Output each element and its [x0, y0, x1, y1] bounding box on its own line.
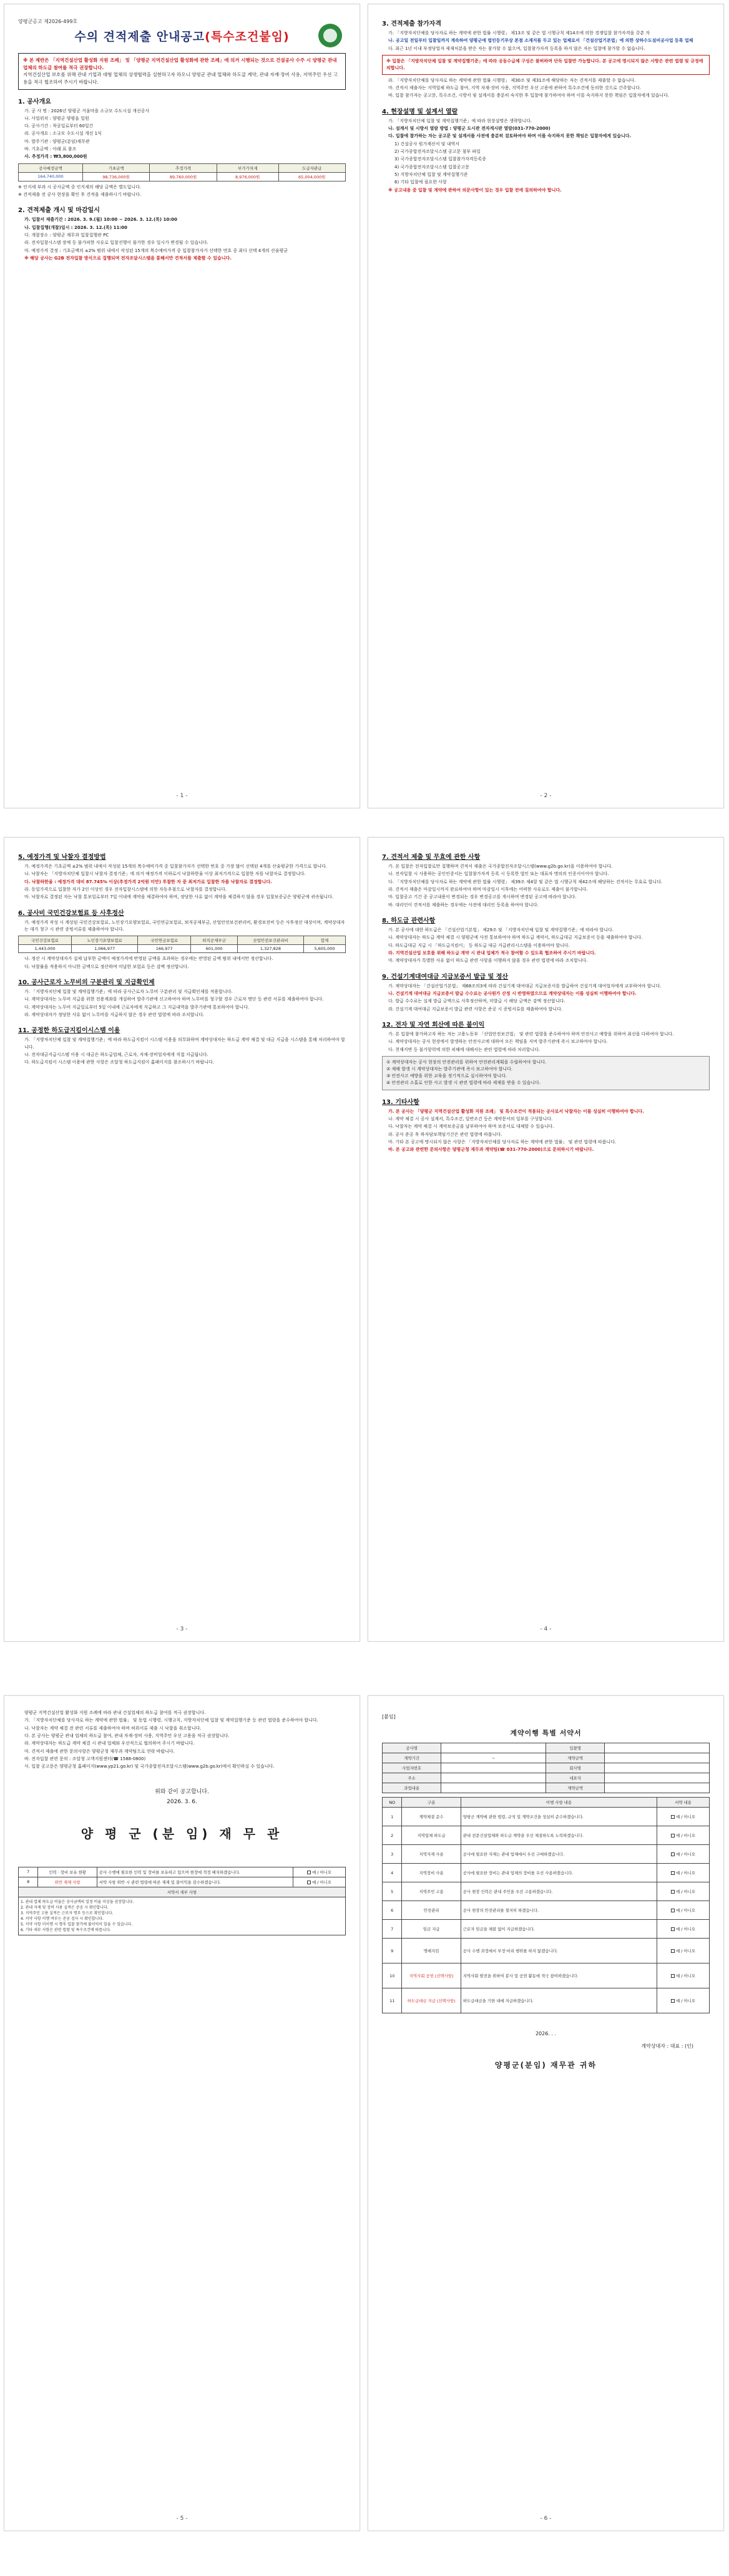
table-row	[383, 1743, 710, 1753]
page-number: - 5 -	[176, 2515, 188, 2522]
field-label: 계약금액	[546, 1753, 604, 1763]
table-row	[383, 1808, 710, 1826]
signoff: 양 평 군 (분 임) 재 무 관	[81, 1826, 283, 1841]
field-label: 입찰명	[546, 1743, 604, 1753]
table-header: 추정가격	[150, 163, 217, 172]
section-10-title: 10. 공사근로자 노무비의 구분관리 및 지급확인제	[18, 979, 155, 986]
s5-item: 가. 예정가격은 기초금액 ±2% 범위 내에서 작성된 15개의 복수예비가격 중 입찰참가자가 선택한 번호 중 가장 많이 선택된 4개를 산술평균한 가격으로 합니다.	[24, 864, 328, 869]
table-row	[383, 1901, 710, 1920]
insurance-table	[18, 936, 346, 953]
section-12-body	[382, 1031, 710, 1053]
s1-item: 바. 기초금액 : 아래 표 참조	[24, 147, 77, 152]
field-value[interactable]	[441, 1743, 546, 1753]
section-1-body	[18, 108, 346, 161]
answer-label: 예 / 아니오	[676, 1908, 696, 1913]
section-2-body	[18, 216, 346, 262]
table-cell: 5,605,000	[303, 945, 345, 953]
detail-note: 1. 관내 업체 하도급 비율은 공사금액의 일정 비율 이상을 권장합니다.	[21, 1899, 134, 1904]
answer-label: 예 / 아니오	[676, 1927, 696, 1932]
table-cell: 8,976,000원	[217, 172, 278, 181]
checkbox-icon[interactable]	[671, 1909, 675, 1912]
s7-item: 다. 「지방자치단체를 당사자로 하는 계약에 관한 법률 시행령」 제39조 제4항 및 같은 법 시행규칙 제42조에 해당하는 견적서는 무효로 합니다.	[388, 879, 663, 884]
answer-label: 예 / 아니오	[676, 1871, 696, 1876]
s10-item: 나. 계약상대자는 노무비 지급을 위한 전용계좌를 개설하여 발주기관에 신고하여야 하며 노무비를 청구할 경우 근로자 명단 등 관련 서류를 제출하여야 합니다.	[24, 997, 324, 1002]
table-header: 노인장기요양보험료	[72, 936, 138, 945]
s9-item: 가. 계약상대자는 「건설산업기본법」 제68조의3에 따라 건설기계 대여대금 지급보증서를 발급하여 건설기계 대여업자에게 교부하여야 합니다.	[388, 983, 662, 989]
notice-line-2: 지역건설산업 보호를 위해 관내 기업과 대형 업체의 상생협력을 실현하고자 하오니 양평군 관내 업체와 하도급 계약, 관내 자재·장비 사용, 지역주민 우선 고용을 적극 협조하여 주시기 바랍니다.	[23, 72, 338, 85]
checkbox-icon[interactable]	[671, 1871, 675, 1875]
banner-highlight: (특수조건붙임)	[205, 30, 290, 44]
safety-item: ② 재해 발생 시 계약상대자는 발주기관에 즉시 보고하여야 합니다.	[386, 1067, 513, 1072]
row-category: 지역업체 하도급	[402, 1826, 461, 1845]
section-8-title: 8. 하도급 관련사항	[382, 917, 436, 924]
row-content: 공사 수행에 필요한 인력 및 장비를 보유하고 있으며 현장에 적정 배치하겠습니다.	[97, 1867, 293, 1877]
field-label: 과업내용	[383, 1783, 441, 1793]
row-answer[interactable]	[657, 1845, 710, 1864]
pledge-items-table	[382, 1797, 710, 2013]
s13-item: 마. 기타 본 공고에 명시되지 않은 사항은 「지방자치단체를 당사자로 하는 계약에 관한 법률」 및 관련 법령에 따릅니다.	[388, 1139, 617, 1145]
s12-item: 다. 천재지변 등 불가항력에 의한 피해에 대해서는 관련 법령에 따라 처리합니다.	[388, 1047, 541, 1052]
budget-table	[18, 163, 346, 182]
table-header: 서약 내용	[657, 1798, 710, 1808]
s1-item: 다. 공사기간 : 착공일로부터 60일간	[24, 123, 94, 129]
section-12-title: 12. 전자 및 자연 회산에 따른 불이익	[382, 1021, 485, 1029]
s6-item: 나. 정산 시 계약상대자가 실제 납부한 금액이 예정가격에 반영된 금액을 초과하는 경우에는 반영된 금액 범위 내에서만 정산합니다.	[24, 956, 273, 962]
row-answer[interactable]	[293, 1867, 346, 1877]
s7-item: 가. 본 입찰은 전자입찰로만 집행하며 견적서 제출은 국가종합전자조달시스템(www.g2b.go.kr)을 이용하여야 합니다.	[388, 864, 613, 869]
row-category: 지역사회 공헌 (선택사항)	[402, 1963, 461, 1988]
table-row	[383, 1882, 710, 1901]
s4-sub-item: 1) 건설공사 원가계산서 및 내역서	[394, 141, 459, 147]
table-header: 퇴직공제부금	[191, 936, 238, 945]
answer-label: 예 / 아니오	[676, 1889, 696, 1894]
row-answer[interactable]	[657, 1864, 710, 1882]
section-2-title: 2. 견적제출 개시 및 마감일시	[18, 207, 100, 215]
row-category: 인력 · 장비 보유 현황	[38, 1867, 97, 1877]
answer-label: 예 / 아니오	[676, 1949, 696, 1954]
table-header: 산업안전보건관리비	[237, 936, 303, 945]
section-11-body	[18, 1037, 346, 1066]
row-category: 위반 제재 사항	[38, 1877, 97, 1887]
table-cell: 98,736,000원	[82, 172, 149, 181]
row-no: 6	[383, 1901, 402, 1920]
answer-label: 예 / 아니오	[312, 1879, 332, 1885]
answer-label: 예 / 아니오	[676, 1998, 696, 2003]
row-no: 10	[383, 1963, 402, 1988]
page-number: - 2 -	[540, 793, 552, 799]
banner-title: 수의 견적제출 안내공고	[74, 30, 205, 44]
s10-item: 가. 「지방자치단체 입찰 및 계약집행기준」에 따라 공사근로자 노무비 구분관리 및 지급확인제를 적용합니다.	[24, 989, 233, 994]
section-7-title: 7. 견적서 제출 및 무효에 관한 사항	[382, 854, 481, 861]
s5-item: 라. 동일가격으로 입찰한 자가 2인 이상인 경우 전자입찰시스템에 의한 자동추첨으로 낙찰자를 결정합니다.	[24, 886, 227, 892]
s4-sub-item: 6) 기타 입찰에 필요한 사항	[394, 180, 447, 185]
details-notes	[19, 1897, 346, 1935]
s3-item: 다. 최근 1년 이내 부정당업자 제재처분을 받은 자는 참가할 수 없으며, 입찰참가자격 등록을 하지 않은 자는 입찰에 참가할 수 없습니다.	[388, 46, 645, 51]
field-value[interactable]	[441, 1783, 546, 1793]
closing-note: 가. 「지방자치단체를 당사자로 하는 계약에 관한 법률」 및 동법 시행령, 시행규칙, 지방자치단체 입찰 및 계약집행기준 등 관련 법령을 준수하여야 합니다.	[24, 1718, 318, 1723]
s3-item: 라. 「지방자치단체를 당사자로 하는 계약에 관한 법률 시행령」 제30조 및 제31조에 해당하는 자는 견적서를 제출할 수 없습니다.	[388, 77, 636, 83]
field-label: 회사명	[546, 1763, 604, 1773]
attachment-tag: [붙임]	[382, 1714, 396, 1720]
section-3-body	[382, 30, 710, 52]
checkbox-icon[interactable]	[671, 1927, 675, 1931]
table-row	[383, 1783, 710, 1793]
row-no: 3	[383, 1845, 402, 1864]
section-9-body	[382, 983, 710, 1013]
s2-item: 나. 입찰집행(개찰)일시 : 2026. 3. 12.(목) 11:00	[24, 225, 127, 230]
s13-item: 바. 본 공고와 관련한 문의사항은 양평군청 재무과 계약팀(☎ 031-770-2000)으로 문의하시기 바랍니다.	[388, 1147, 594, 1153]
section-13-title: 13. 기타사항	[382, 1098, 419, 1106]
row-answer[interactable]	[293, 1877, 346, 1887]
detail-note: 5. 서약 사항 미이행 시 향후 입찰 참가에 불이익이 있을 수 있습니다.	[21, 1922, 133, 1927]
s8-item: 마. 계약상대자가 특별한 사유 없이 하도급 관련 사항을 이행하지 않을 경우 관련 법령에 따라 조치합니다.	[388, 958, 588, 964]
section-7-body	[382, 863, 710, 909]
s2-item: 가. 입찰서 제출기간 : 2026. 3. 9.(월) 10:00 ~ 2026. 3. 12.(목) 10:00	[24, 217, 177, 223]
s11-item: 다. 하도급지킴이 시스템 이용에 관한 사항은 조달청 하도급지킴이 홈페이지를 참조하시기 바랍니다.	[24, 1060, 214, 1065]
field-value[interactable]	[441, 1773, 546, 1783]
row-content: 공사에 필요한 장비는 관내 업체의 장비를 우선 사용하겠습니다.	[461, 1864, 657, 1882]
row-content: 공사 현장의 안전관리를 철저히 하겠습니다.	[461, 1901, 657, 1920]
s9-item: 다. 발급 수수료는 실제 발급 금액으로 사후정산하며, 미발급 시 해당 금액은 감액 정산합니다.	[388, 999, 565, 1004]
s3-item: 바. 입찰 참가자는 공고문, 특수조건, 시방서 및 설계서를 충분히 숙지한 후 입찰에 참가하여야 하며 이를 숙지하지 못한 책임은 입찰자에게 있습니다.	[388, 93, 670, 99]
s1-item: 가. 공 사 명 : 2026년 양평군 거울마을 소규모 수도시설 개선공사	[24, 108, 150, 114]
field-label: 계약기간	[383, 1753, 441, 1763]
closing-notes	[18, 1710, 346, 1771]
row-no: 5	[383, 1882, 402, 1901]
field-label: 사업자번호	[383, 1763, 441, 1773]
closing-note: 사. 입찰 공고문은 양평군청 홈페이지(www.yp21.go.kr) 및 국가종합전자조달시스템(www.g2b.go.kr)에서 확인하실 수 있습니다.	[24, 1764, 275, 1770]
row-no: 7	[383, 1920, 402, 1939]
s1-item: 사. 추정가격 : ₩3,800,000원	[24, 154, 87, 160]
s13-item: 나. 계약 체결 시 공사 설계서, 특수조건, 일반조건 등은 계약문서의 일부를 구성합니다.	[388, 1116, 553, 1121]
s2-item: 마. 예정가격 결정 : 기초금액의 ±2% 범위 내에서 작성된 15개의 복수예비가격 중 입찰참가자가 선택한 번호 중 최다 선택 4개의 산술평균	[24, 248, 288, 253]
notice-banner	[18, 27, 346, 44]
table-row	[383, 1753, 710, 1763]
section-1-title: 1. 공사개요	[18, 98, 51, 105]
row-no: 9	[383, 1939, 402, 1963]
row-content: 공사 현장 인력은 관내 주민을 우선 고용하겠습니다.	[461, 1882, 657, 1901]
table-row	[19, 1867, 346, 1877]
row-content: 공사에 필요한 자재는 관내 업체에서 우선 구매하겠습니다.	[461, 1845, 657, 1864]
pledge-form-continued	[18, 1867, 346, 1935]
answer-label: 예 / 아니오	[676, 1852, 696, 1857]
section-6-after	[18, 956, 346, 971]
field-label: 주소	[383, 1773, 441, 1783]
row-answer[interactable]	[657, 1882, 710, 1901]
row-content: 관내 전문건설업체와 하도급 계약을 우선 체결하도록 노력하겠습니다.	[461, 1826, 657, 1845]
section-8-body	[382, 927, 710, 965]
s10-item: 다. 계약상대자는 노무비 지급일로부터 5일 이내에 근로자에게 지급하고 그 지급내역을 발주기관에 통보하여야 합니다.	[24, 1004, 250, 1010]
checkbox-icon[interactable]	[671, 1834, 675, 1838]
section-6-body	[18, 919, 346, 934]
section-3-title: 3. 견적제출 참가자격	[382, 21, 441, 27]
field-value[interactable]	[605, 1743, 710, 1753]
s4-sub-item: 3) 국가종합전자조달시스템 입찰참가자격등록증	[394, 157, 486, 162]
section-5-body	[18, 863, 346, 901]
table-header: 국민건강보험료	[19, 936, 72, 945]
page-number: - 6 -	[540, 2515, 552, 2522]
s1-item: 나. 사업위치 : 양평군 양평읍 일원	[24, 115, 89, 121]
section-1-notes	[18, 184, 346, 199]
checkbox-icon[interactable]	[307, 1881, 311, 1884]
table-header: 공사예정금액	[19, 163, 83, 172]
checkbox-icon[interactable]	[671, 1974, 675, 1978]
document-number: 양평군공고 제2026-499호	[18, 19, 78, 24]
field-value[interactable]	[605, 1783, 710, 1793]
table-cell: 1,066,977	[72, 945, 138, 953]
checkbox-icon[interactable]	[671, 1890, 675, 1894]
s1-item: 마. 발주기관 : 양평군(분임)재무관	[24, 138, 90, 144]
field-label: 대표자	[546, 1773, 604, 1783]
warning-text: ※ 입찰은 「지방자치단체 입찰 및 계약집행기준」에 따라 공동수급체 구성은 불허하며 단독 입찰만 가능합니다. 본 공고에 명시되지 않은 사항은 관련 법령 및 규정에 의합니다.	[386, 58, 703, 70]
s11-item: 나. 전자대금지급시스템 이용 시 대금은 하도급업체, 근로자, 자재·장비업자에게 직접 지급됩니다.	[24, 1052, 208, 1057]
field-value[interactable]	[605, 1753, 710, 1763]
answer-label: 예 / 아니오	[312, 1869, 332, 1875]
page-2	[368, 4, 724, 808]
row-category: 안전관리	[402, 1901, 461, 1920]
table-row	[383, 1845, 710, 1864]
row-answer[interactable]	[657, 1939, 710, 1963]
yangpyeong-logo-icon	[318, 24, 342, 47]
s8-item: 라. 지역건설산업 보호를 위해 하도급 계약 시 관내 업체가 적극 참여할 수 있도록 협조하여 주시기 바랍니다.	[388, 950, 596, 956]
page-1	[4, 4, 360, 808]
field-value[interactable]	[605, 1773, 710, 1783]
qualification-warning-box	[382, 55, 710, 75]
checkbox-icon[interactable]	[671, 1999, 675, 2003]
table-row	[383, 1939, 710, 1963]
s9-item: 나. 건설기계 대여대금 지급보증서 발급 수수료는 공사원가 산정 시 반영하였으므로 계약상대자는 이를 성실히 이행하여야 합니다.	[388, 990, 637, 996]
pledge-header-table	[382, 1743, 710, 1793]
s4-footnote: ※ 공고내용 중 입찰 및 계약에 관하여 의문사항이 있는 경우 입찰 전에 질의하여야 합니다.	[388, 187, 562, 193]
field-value[interactable]	[605, 1763, 710, 1773]
row-category: 계약체결 준수	[402, 1808, 461, 1826]
table-row	[383, 1773, 710, 1783]
checkbox-icon[interactable]	[671, 1852, 675, 1856]
table-header: 도급자관급	[278, 163, 346, 172]
s4-sub-item: 2) 국가종합전자조달시스템 공고문 첨부 파일	[394, 148, 481, 154]
s13-item: 라. 공사 준공 후 하자담보책임기간은 관련 법령에 따릅니다.	[388, 1131, 502, 1137]
field-label: 계약금액	[546, 1783, 604, 1793]
s7-item: 라. 견적서 제출은 마감일시까지 완료하여야 하며 마감일시 이후에는 어떠한 사유로도 제출이 불가합니다.	[388, 886, 588, 892]
page-6	[368, 1695, 724, 2531]
table-cell: 1,327,828	[237, 945, 303, 953]
table-header: NO	[383, 1798, 402, 1808]
s8-item: 가. 본 공사에 대한 하도급은 「건설산업기본법」 제29조 및 「지방자치단체 입찰 및 계약집행기준」에 따라야 합니다.	[388, 927, 614, 932]
row-answer[interactable]	[657, 1901, 710, 1920]
s4-sub-item: 5) 지방자치단체 입찰 및 계약집행기준	[394, 172, 468, 177]
s9-item: 라. 건설기계 대여대금 지급보증서 발급 관련 사항은 준공 시 증빙서류를 제출하여야 합니다.	[388, 1006, 563, 1012]
table-header: 구분	[402, 1798, 461, 1808]
closing-line: 위와 같이 공고합니다.	[155, 1788, 209, 1795]
section-5-title: 5. 예정가격 및 낙찰자 결정방법	[18, 854, 106, 861]
row-answer[interactable]	[657, 1988, 710, 2013]
s1-item: 라. 공사개요 : 소규모 수도시설 개선 1식	[24, 131, 102, 137]
closing-note: 마. 견적서 제출에 관한 문의사항은 양평군청 재무과 계약팀으로 연락 바랍니다.	[24, 1748, 175, 1754]
s2-item: 라. 전자입찰시스템 장애 등 불가피한 사유로 입찰진행이 불가한 경우 일시가 변경될 수 있습니다.	[24, 240, 208, 246]
table-cell: 1,443,000	[19, 945, 72, 953]
s8-item: 다. 하도급대금 지급 시 「하도급지킴이」 등 하도급 대금 지급관리시스템을 이용하여야 합니다.	[388, 942, 570, 948]
page-number: - 1 -	[176, 793, 188, 799]
s11-item: 가. 「지방자치단체 입찰 및 계약집행기준」에 따라 하도급지킴이 시스템 이용을 의무화하며 계약상대자는 하도급 계약 체결 및 대금 지급을 시스템을 통해 처리하여야 합니다.	[24, 1037, 345, 1050]
table-row	[383, 1763, 710, 1773]
s1-note: ※ 견적제출 전 공사 현장을 확인 후 견적을 제출하시기 바랍니다.	[18, 192, 142, 198]
signature-line[interactable]: 계약상대자 : 대표 : (인)	[641, 2043, 693, 2049]
row-category: 하도급대금 지급 (선택사항)	[402, 1988, 461, 2013]
checkbox-icon[interactable]	[307, 1871, 311, 1874]
table-row	[19, 1877, 346, 1887]
s7-item: 바. 대리인이 견적서를 제출하는 경우에는 사전에 대리인 등록을 하여야 합니다.	[388, 902, 539, 908]
page-3	[4, 837, 360, 1642]
s3-item: 나. 공고일 전일부터 입찰일까지 계속하여 양평군에 법인등기부상 본점 소재지를 두고 있는 업체로서 「건설산업기본법」에 의한 상하수도설비공사업 등록 업체	[388, 38, 693, 44]
s5-item: 다. 낙찰하한율 : 예정가격 대비 87.745% 이상(추정가격 2억원 미만) 투찰한 자 중 최저가로 입찰한 자를 낙찰자로 결정합니다.	[24, 879, 272, 884]
detail-note: 4. 서약 사항 이행 여부는 준공 검사 시 확인합니다.	[21, 1916, 104, 1921]
table-cell: 166,977	[138, 945, 191, 953]
row-no: 11	[383, 1988, 402, 2013]
page-4	[368, 837, 724, 1642]
row-no: 2	[383, 1826, 402, 1845]
s5-item: 나. 낙찰자는 「지방자치단체 입찰시 낙찰자 결정기준」에 의거 예정가격 이하로서 낙찰하한율 이상 최저가격으로 입찰한 자를 낙찰자로 결정합니다.	[24, 871, 306, 877]
row-no: 1	[383, 1808, 402, 1826]
closing-note: 바. 전자입찰 관련 문의 : 조달청 고객지원센터(☎ 1588-0800)	[24, 1756, 146, 1761]
table-row	[383, 1864, 710, 1882]
s6-item: 다. 낙찰률을 적용하지 아니한 금액으로 정산하며 미납한 보험료 등은 감액 정산합니다.	[24, 964, 189, 969]
safety-notice-box	[382, 1056, 710, 1090]
s4-item: 가. 「지방자치단체 입찰 및 계약집행기준」에 따라 현장설명은 생략합니다.	[388, 118, 532, 123]
checkbox-icon[interactable]	[671, 1815, 675, 1819]
table-cell: 65,004,000원	[278, 172, 346, 181]
row-category: 임금 지급	[402, 1920, 461, 1939]
detail-note: 3. 지역주민 고용 실적은 근로자 명부 등으로 확인합니다.	[21, 1910, 114, 1915]
table-row	[383, 1988, 710, 2013]
s13-item: 다. 낙찰자는 계약 체결 시 계약보증금을 납부하여야 하며 보증서로 대체할 수 있습니다.	[388, 1124, 554, 1130]
row-category: 지역주민 고용	[402, 1882, 461, 1901]
row-category: 지역자재 사용	[402, 1845, 461, 1864]
table-row	[383, 1826, 710, 1845]
closing-note: 다. 본 공사는 양평군 관내 업체의 하도급 참여, 관내 자재·장비 사용, 지역주민 우선 고용을 적극 권장합니다.	[24, 1733, 230, 1738]
table-cell: 89,760,000원	[150, 172, 217, 181]
detail-note: 6. 기타 세부 사항은 관련 법령 및 특수조건에 따릅니다.	[21, 1927, 111, 1932]
section-6-title: 6. 공사비 국민건강보험료 등 사후정산	[18, 909, 124, 917]
s7-item: 나. 전자입찰 시 사용하는 공인인증서는 입찰참가자격 등록 시 등록한 법인 또는 대표자 명의의 인증서이어야 합니다.	[388, 871, 609, 877]
table-cell: 601,000	[191, 945, 238, 953]
s5-item: 마. 낙찰자로 결정된 자는 낙찰 통보일로부터 7일 이내에 계약을 체결하여야 하며, 정당한 사유 없이 계약을 체결하지 않을 경우 입찰보증금은 양평군에 귀속됩니다.	[24, 894, 334, 900]
table-header: 부가가치세	[217, 163, 278, 172]
section-4-body	[382, 118, 710, 194]
row-category: 명예지킴	[402, 1939, 461, 1963]
row-answer[interactable]	[657, 1808, 710, 1826]
section-4-title: 4. 현장설명 및 설계서 열람	[382, 108, 458, 115]
s13-item: 가. 본 공사는 「양평군 지역건설산업 활성화 지원 조례」 및 특수조건이 적용되는 공사로서 낙찰자는 이를 성실히 이행하여야 합니다.	[388, 1108, 644, 1114]
s12-item: 나. 계약상대자는 공사 현장에서 발생하는 안전사고에 대하여 모든 책임을 지며 발주기관에 즉시 보고하여야 합니다.	[388, 1039, 608, 1045]
row-content: 지역사회 발전을 위하여 봉사 및 공헌 활동에 적극 참여하겠습니다.	[461, 1963, 657, 1988]
row-content: 양평군 계약에 관한 법령, 규칙 및 계약조건을 성실히 준수하겠습니다.	[461, 1808, 657, 1826]
field-value[interactable]	[441, 1763, 546, 1773]
s2-item: 다. 개찰장소 : 양평군 재무과 입찰집행관 PC	[24, 233, 109, 238]
notice-line-1: ※ 본 제반은 「지역건설산업 활성화 지원 조례」 및 「양평군 지역건설산업 활성화에 관한 조례」에 의거 시행되는 것으로 건설공사 수주 시 양평군 관내 업체의 하도급 참여를 적극 권장합니다.	[23, 57, 337, 70]
s6-item: 가. 예정가격 작성 시 계상된 국민건강보험료, 노인장기요양보험료, 국민연금보험료, 퇴직공제부금, 산업안전보건관리비, 환경보전비 등은 사후정산 대상이며, 계약상대자는 대가 청구 시 관련 증빙서류를 제출하여야 합니다.	[24, 919, 345, 932]
s12-item: 가. 본 입찰에 참가하고자 하는 자는 고용노동부 「산업안전보건법」 및 관련 법령을 준수하여야 하며 안전사고 예방을 위하여 최선을 다하여야 합니다.	[388, 1031, 674, 1037]
row-category: 지역장비 사용	[402, 1864, 461, 1882]
safety-item: ① 계약상대자는 공사 현장의 안전관리를 위하여 안전관리계획을 수립하여야 합니다.	[386, 1059, 547, 1065]
answer-label: 예 / 아니오	[676, 1833, 696, 1838]
safety-item: ③ 안전사고 예방을 위한 교육을 정기적으로 실시하여야 합니다.	[386, 1073, 507, 1079]
s3-item: 가. 「지방자치단체를 당사자로 하는 계약에 관한 법률 시행령」 제13조 및 같은 법 시행규칙 제14조에 의한 경쟁입찰 참가자격을 갖춘 자	[388, 31, 650, 36]
s1-note: ※ 인지세 부과 시 공사금액 중 인지세의 해당 금액은 별도입니다.	[18, 184, 142, 190]
section-10-body	[18, 989, 346, 1019]
field-value[interactable]: ~	[441, 1753, 546, 1763]
row-no: 8	[19, 1877, 38, 1887]
row-content: 근로자 임금을 체불 없이 지급하겠습니다.	[461, 1920, 657, 1939]
row-no: 7	[19, 1867, 38, 1877]
table-cell: 164,740,000	[19, 172, 83, 181]
pledge-form-title: 계약이행 특별 서약서	[510, 1729, 582, 1737]
s3-item: 마. 견적서 제출자는 지역업체 하도급 참여, 지역 자재·장비 사용, 지역주민 우선 고용에 관하여 특수조건에 동의한 것으로 간주합니다.	[388, 85, 642, 90]
page-5	[4, 1695, 360, 2531]
sign-date: 2026. . .	[535, 2031, 557, 2036]
section-3-after	[382, 77, 710, 100]
notice-box	[18, 53, 346, 90]
s10-item: 라. 계약상대자가 정당한 사유 없이 노무비를 지급하지 않은 경우 관련 법령에 따라 조치합니다.	[24, 1012, 205, 1017]
table-header: 국민연금보험료	[138, 936, 191, 945]
s2-item: ※ 해당 공사는 G2B 전자입찰 방식으로 집행되며 전자조달시스템을 통해서만 견적서를 제출할 수 있습니다.	[24, 256, 232, 261]
table-header: 이행 사항 내용	[461, 1798, 657, 1808]
s4-item: 나. 설계서 및 시방서 열람 방법 : 양평군 도시관 전자게시판 열람(031-770-2000)	[388, 125, 550, 131]
page-number: - 3 -	[176, 1626, 188, 1632]
answer-label: 예 / 아니오	[676, 1814, 696, 1819]
section-11-title: 11. 공정한 하도급지킴이시스템 이용	[18, 1027, 120, 1035]
table-row	[383, 1963, 710, 1988]
row-answer[interactable]	[657, 1963, 710, 1988]
s8-item: 나. 계약상대자는 하도급 계약 체결 시 양평군에 사전 통보하여야 하며 하도급 계약서, 하도급대금 지급보증서 등을 제출하여야 합니다.	[388, 935, 643, 941]
page-number: - 4 -	[540, 1626, 552, 1632]
row-answer[interactable]	[657, 1826, 710, 1845]
table-row	[383, 1920, 710, 1939]
checkbox-icon[interactable]	[671, 1949, 675, 1953]
row-no: 4	[383, 1864, 402, 1882]
recipient-line: 양평군(분임) 재무관 귀하	[494, 2061, 597, 2070]
section-9-title: 9. 건설기계대여대금 지급보증서 발급 및 정산	[382, 973, 509, 981]
closing-date: 2026. 3. 6.	[167, 1798, 197, 1805]
row-content: 서약 사항 위반 시 관련 법령에 따른 제재 및 불이익을 감수하겠습니다.	[97, 1877, 293, 1887]
closing-note: 나. 낙찰자는 계약 체결 전 관련 서류를 제출하여야 하며 허위서류 제출 시 낙찰을 취소합니다.	[24, 1725, 202, 1731]
section-13-body	[382, 1108, 710, 1154]
s4-item: 다. 입찰에 참가하는 자는 공고문 및 설계서를 사전에 충분히 검토하여야 하며 이를 숙지하지 못한 책임은 입찰자에게 있습니다.	[388, 133, 632, 139]
safety-item: ④ 안전관리 소홀로 인한 사고 발생 시 관련 법령에 따라 제재를 받을 수 있습니다.	[386, 1080, 541, 1086]
field-label: 공사명	[383, 1743, 441, 1753]
row-content: 하도급대금을 기한 내에 지급하겠습니다.	[461, 1988, 657, 2013]
table-header: 기초금액	[82, 163, 149, 172]
answer-label: 예 / 아니오	[676, 1973, 696, 1978]
details-section-title: 서약서 세부 사항	[19, 1887, 346, 1897]
row-answer[interactable]	[657, 1920, 710, 1939]
closing-note: 양평군 지역건설산업 활성화 지원 조례에 따라 관내 건설업체의 하도급 참여를 적극 권장합니다.	[24, 1710, 206, 1715]
table-header: 합계	[303, 936, 345, 945]
row-content: 공사 수행 과정에서 부정·비리 행위를 하지 않겠습니다.	[461, 1939, 657, 1963]
detail-note: 2. 관내 자재 및 장비 사용 실적은 준공 시 확인합니다.	[21, 1905, 109, 1910]
s4-sub-item: 4) 국가종합전자조달시스템 입찰공고문	[394, 164, 469, 170]
closing-note: 라. 계약상대자는 하도급 계약 체결 시 관내 업체와 우선적으로 협의하여 주시기 바랍니다.	[24, 1741, 195, 1746]
s7-item: 마. 입찰공고 기간 중 공고내용이 변경되는 경우 변경공고를 게시하며 변경된 공고에 따라야 합니다.	[388, 894, 577, 900]
